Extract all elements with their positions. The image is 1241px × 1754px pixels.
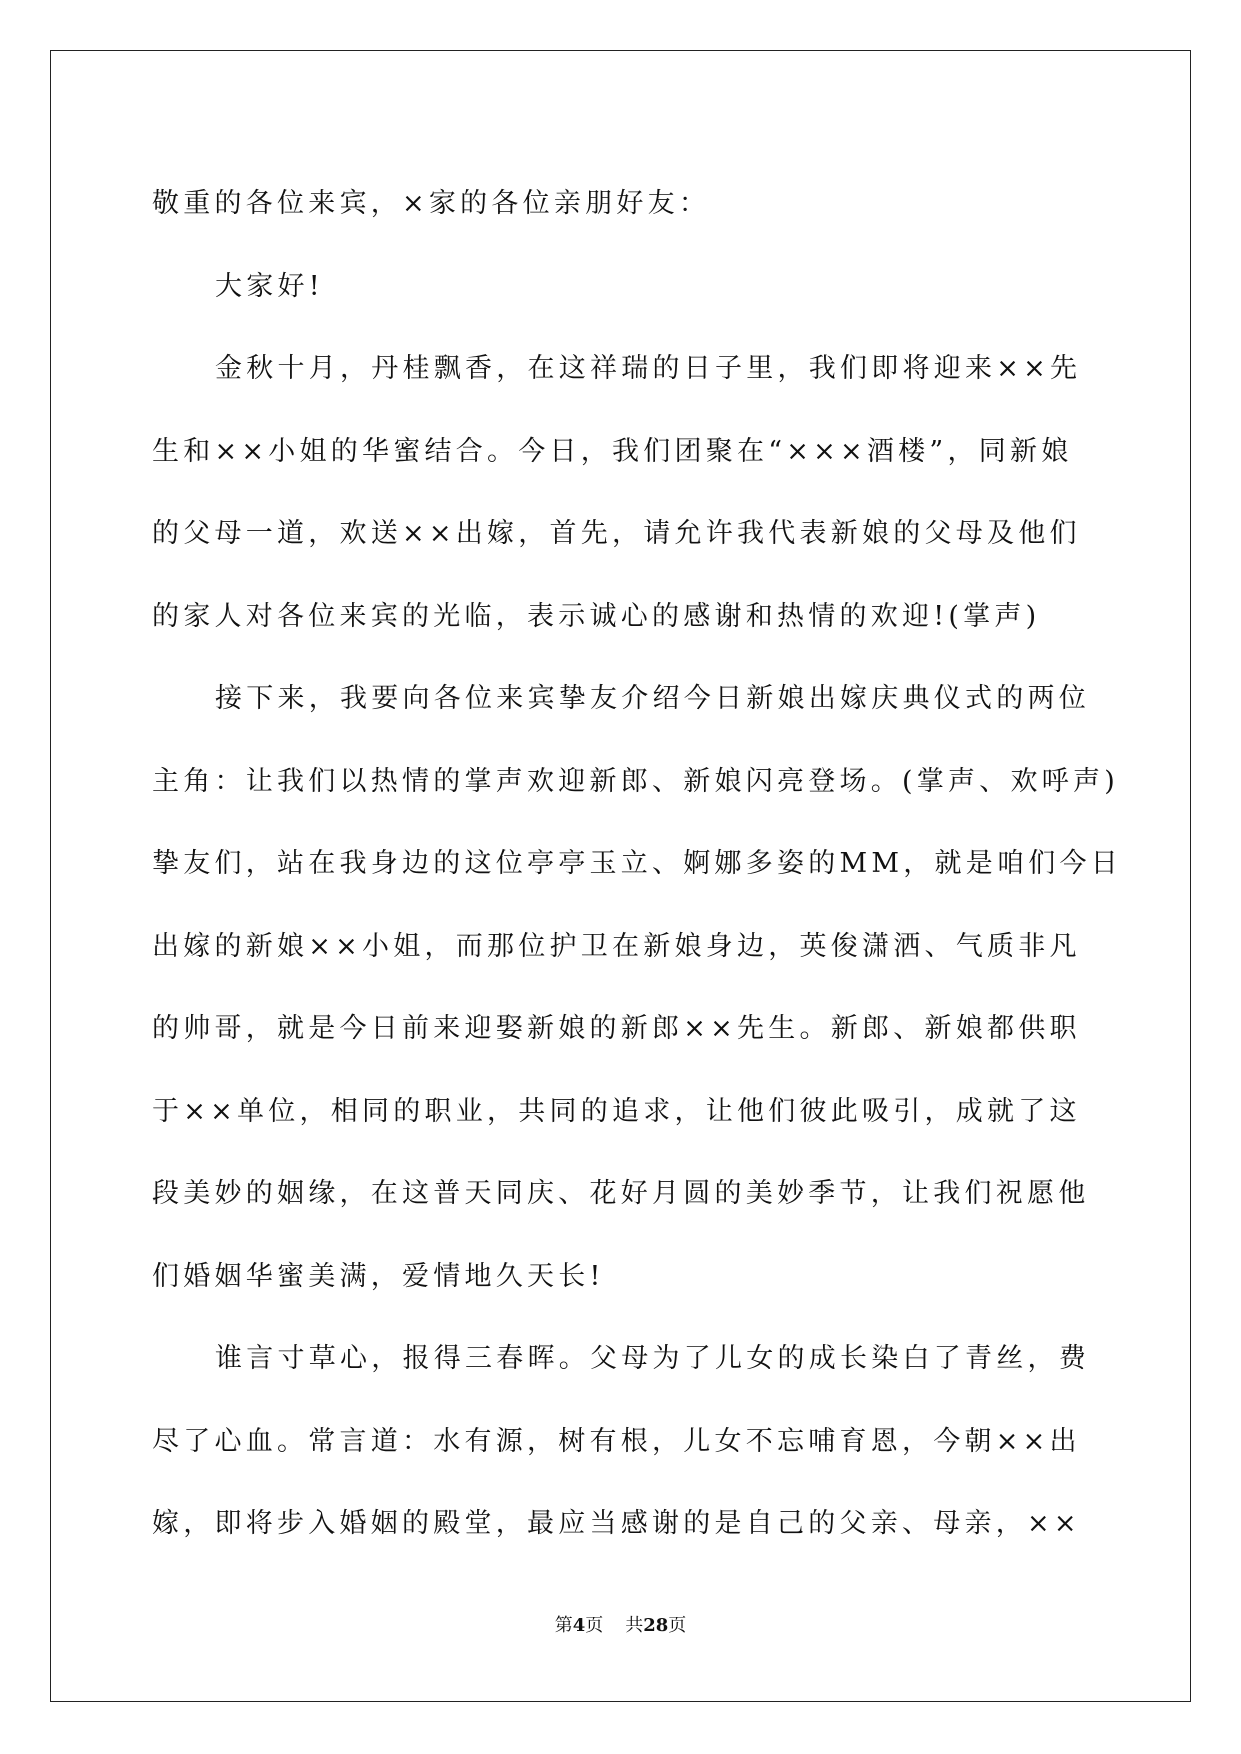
paragraph-2-line-7: 段美妙的姻缘，在这普天同庆、花好月圆的美妙季节，让我们祝愿他 (152, 1178, 1090, 1209)
footer-total-prefix: 共 (625, 1615, 644, 1636)
paragraph-1-line-3: 的父母一道，欢送××出嫁，首先，请允许我代表新娘的父母及他们 (152, 518, 1081, 549)
paragraph-1-line-4: 的家人对各位来宾的光临，表示诚心的感谢和热情的欢迎!(掌声) (152, 600, 1041, 632)
paragraph-1-line-2: 生和××小姐的华蜜结合。今日，我们团聚在“×××酒楼”，同新娘 (152, 435, 1073, 467)
footer-prefix: 第 (554, 1615, 573, 1636)
paragraph-3-line-1: 谁言寸草心，报得三春晖。父母为了儿女的成长染白了青丝，费 (215, 1343, 1090, 1374)
document-body (152, 163, 1123, 1566)
paragraph-2-line-5: 的帅哥，就是今日前来迎娶新娘的新郎××先生。新郎、新娘都供职 (152, 1013, 1081, 1044)
paragraph-3-line-3: 嫁，即将步入婚姻的殿堂，最应当感谢的是自己的父亲、母亲，×× (152, 1508, 1081, 1539)
paragraph-2-line-4: 出嫁的新娘××小姐，而那位护卫在新娘身边，英俊潇洒、气质非凡 (152, 930, 1081, 962)
paragraph-2-line-6: 于××单位，相同的职业，共同的追求，让他们彼此吸引，成就了这 (152, 1095, 1081, 1127)
salutation-line: 敬重的各位来宾，×家的各位亲朋好友： (152, 188, 711, 219)
paragraph-2-line-2: 主角：让我们以热情的掌声欢迎新郎、新娘闪亮登场。(掌声、欢呼声) (152, 765, 1120, 797)
paragraph-2-line-1: 接下来，我要向各位来宾挚友介绍今日新娘出嫁庆典仪式的两位 (215, 683, 1090, 714)
footer-total-suffix: 页 (668, 1615, 687, 1636)
paragraph-2-line-8: 们婚姻华蜜美满，爱情地久天长! (152, 1260, 605, 1292)
total-page-count: 28 (643, 1615, 669, 1636)
greeting-line: 大家好! (215, 270, 324, 302)
paragraph-1-line-1: 金秋十月，丹桂飘香，在这祥瑞的日子里，我们即将迎来××先 (215, 353, 1082, 384)
footer-page-word: 页 (585, 1615, 604, 1636)
paragraph-2-line-3: 挚友们，站在我身边的这位亭亭玉立、婀娜多姿的MM，就是咱们今日 (152, 848, 1123, 879)
current-page-number: 4 (572, 1615, 586, 1636)
paragraph-3-line-2: 尽了心血。常言道：水有源，树有根，儿女不忘哺育恩，今朝××出 (152, 1425, 1081, 1457)
page-footer (0, 1614, 1241, 1638)
